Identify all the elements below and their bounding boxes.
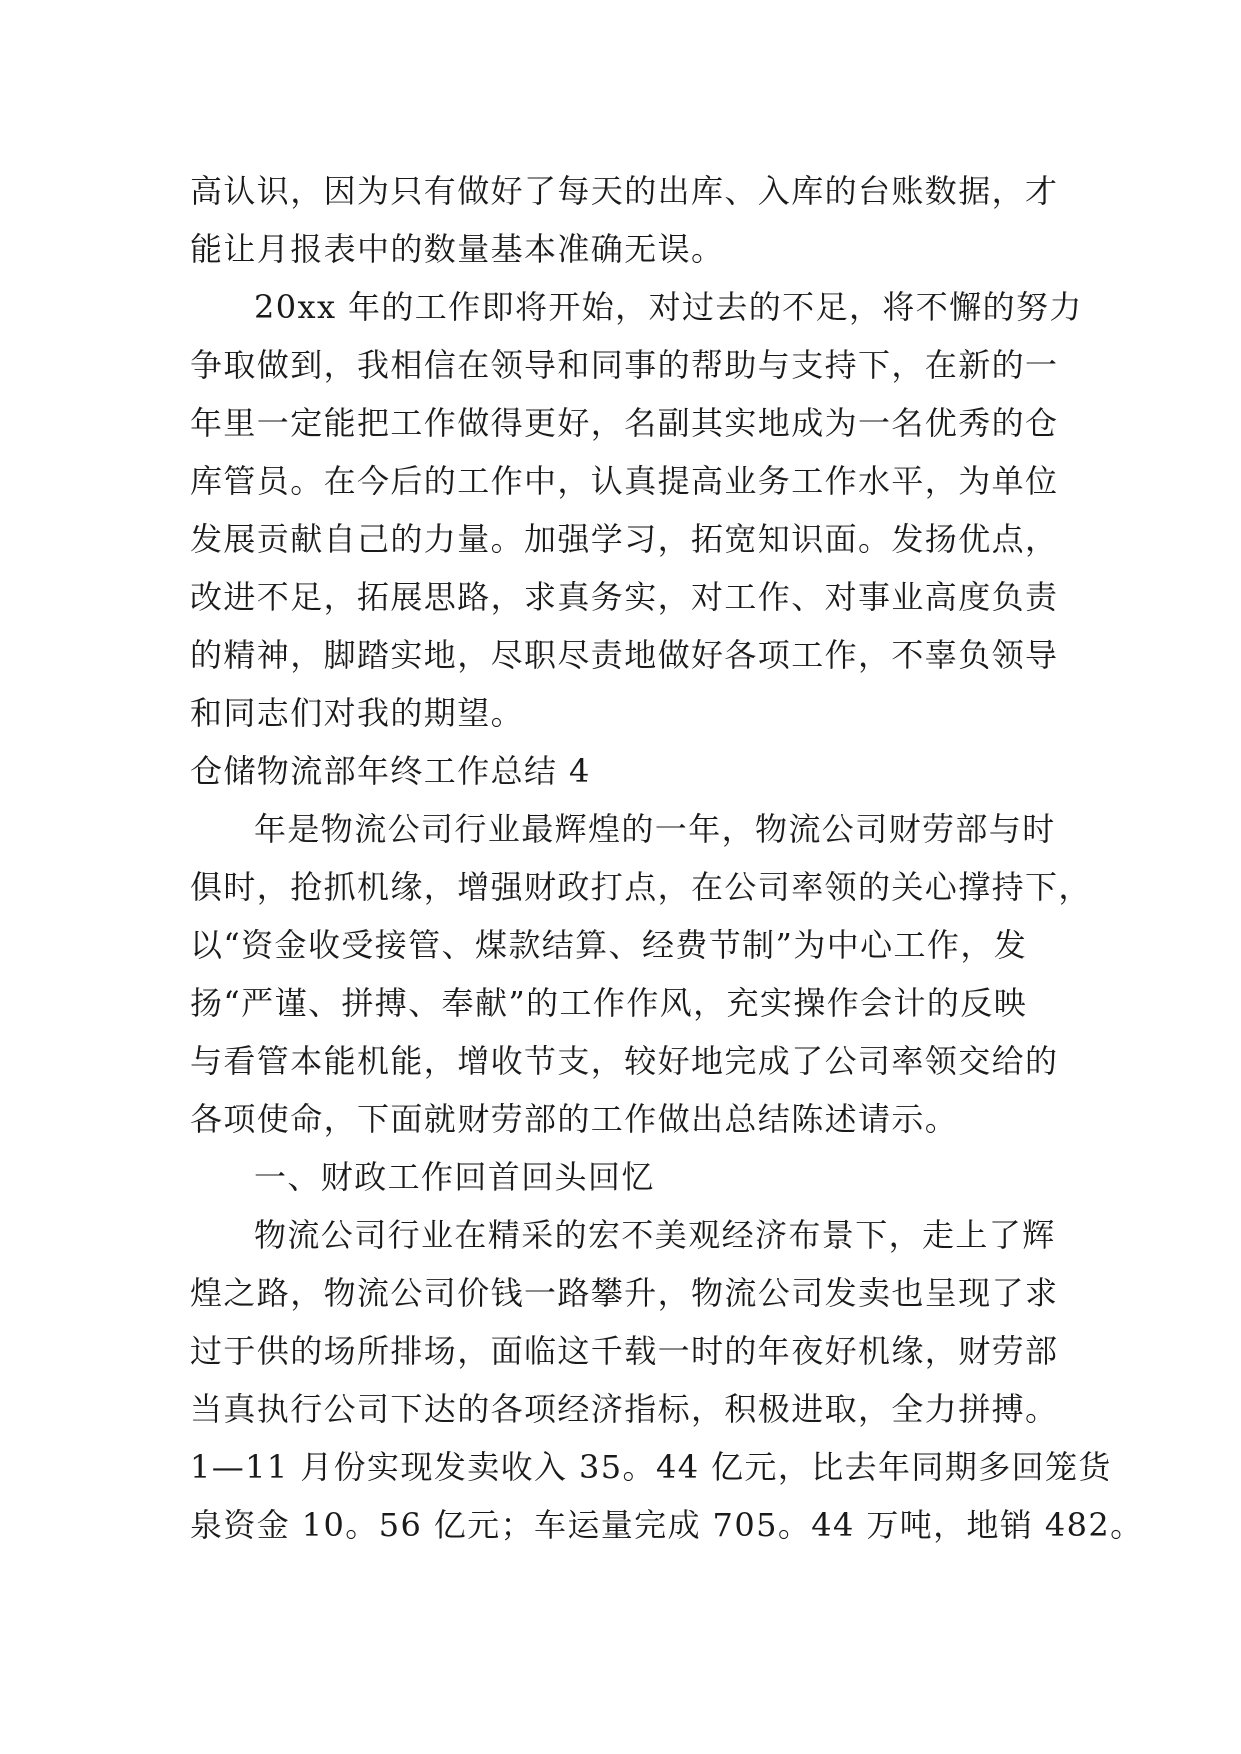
text-line: 的精神，脚踏实地，尽职尽责地做好各项工作，不辜负领导	[190, 636, 1059, 674]
paragraph-start-line: 20xx 年的工作即将开始，对过去的不足，将不懈的努力	[254, 288, 1083, 326]
text-line: 改进不足，拓展思路，求真务实，对工作、对事业高度负责	[190, 578, 1059, 616]
text-line: 争取做到，我相信在领导和同事的帮助与支持下，在新的一	[190, 346, 1059, 384]
text-line: 能让月报表中的数量基本准确无误。	[190, 230, 725, 268]
text-line: 扬“严谨、拼搏、奉献”的工作作风，充实操作会计的反映	[190, 984, 1028, 1022]
text-line: 年里一定能把工作做得更好，名副其实地成为一名优秀的仓	[190, 404, 1059, 442]
text-line: 与看管本能机能，增收节支，较好地完成了公司率领交给的	[190, 1042, 1059, 1080]
text-line: 1—11 月份实现发卖收入 35。44 亿元，比去年同期多回笼货	[190, 1448, 1112, 1486]
section-heading: 仓储物流部年终工作总结 4	[190, 752, 591, 790]
subsection-heading: 一、财政工作回首回头回忆	[254, 1158, 655, 1196]
text-line: 各项使命，下面就财劳部的工作做出总结陈述请示。	[190, 1100, 959, 1138]
text-line: 过于供的场所排场，面临这千载一时的年夜好机缘，财劳部	[190, 1332, 1059, 1370]
paragraph-start-line: 年是物流公司行业最辉煌的一年，物流公司财劳部与时	[254, 810, 1056, 848]
text-line: 俱时，抢抓机缘，增强财政打点，在公司率领的关心撑持下，	[190, 868, 1092, 906]
text-line: 库管员。在今后的工作中，认真提高业务工作水平，为单位	[190, 462, 1059, 500]
document-page	[190, 162, 1144, 1554]
text-line: 当真执行公司下达的各项经济指标，积极进取，全力拼搏。	[190, 1390, 1059, 1428]
text-line: 以“资金收受接管、煤款结算、经费节制”为中心工作，发	[190, 926, 1028, 964]
paragraph-start-line: 物流公司行业在精采的宏不美观经济布景下，走上了辉	[254, 1216, 1056, 1254]
text-line: 泉资金 10。56 亿元；车运量完成 705。44 万吨，地销 482。	[190, 1506, 1144, 1544]
text-line: 和同志们对我的期望。	[190, 694, 525, 732]
text-line: 煌之路，物流公司价钱一路攀升，物流公司发卖也呈现了求	[190, 1274, 1059, 1312]
text-line: 高认识，因为只有做好了每天的出库、入库的台账数据，才	[190, 172, 1059, 210]
text-line: 发展贡献自己的力量。加强学习，拓宽知识面。发扬优点，	[190, 520, 1059, 558]
